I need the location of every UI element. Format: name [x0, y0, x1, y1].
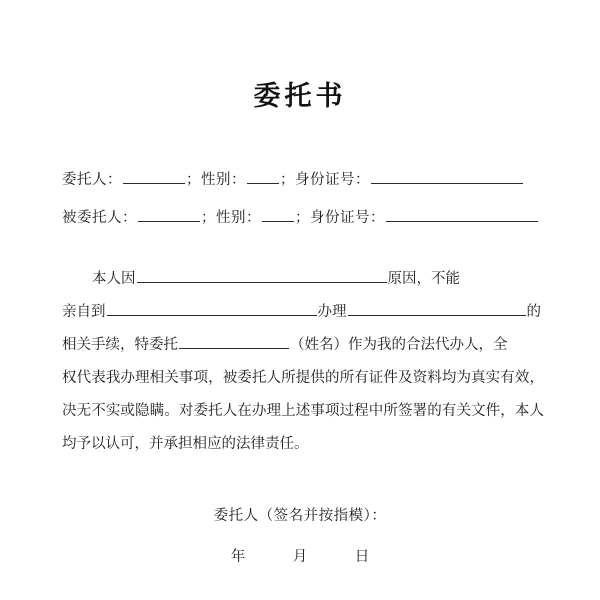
entrusted-sep2: ；: [295, 210, 310, 226]
body-line-2: [62, 296, 544, 329]
date-day-label: 日: [354, 549, 370, 565]
body-seg-2: 原因，不能: [387, 271, 460, 287]
entruster-sep2: ；: [280, 172, 295, 188]
entruster-sex-label: 性别：: [201, 172, 246, 188]
date-year-label: 年: [230, 549, 246, 565]
signature-label: 委托人（签名并按指模）：: [213, 508, 387, 524]
date-month-label: 月: [292, 549, 308, 565]
entruster-id-label: 身份证号：: [295, 172, 370, 188]
body-paragraph: [0, 263, 600, 461]
entruster-id-blank[interactable]: [371, 169, 523, 184]
body-seg-5: 的: [526, 304, 541, 320]
entruster-field-row: [62, 161, 542, 199]
body-seg-6: 相关手续，特委托: [62, 337, 178, 353]
entrusted-id-blank[interactable]: [386, 207, 538, 222]
entruster-sex-blank[interactable]: [247, 169, 279, 184]
date-line: [0, 545, 600, 566]
entrusted-id-label: 身份证号：: [310, 210, 385, 226]
agent-name-blank[interactable]: [179, 334, 289, 349]
body-seg-3: 亲自到: [62, 304, 106, 320]
entrusted-field-row: [62, 199, 542, 237]
entrusted-sex-blank[interactable]: [262, 207, 294, 222]
entrusted-sex-label: 性别：: [216, 210, 261, 226]
body-line-rest: 权代表我办理相关事项，被委托人所提供的所有证件及资料均为真实有效，决无不实或隐瞒。对委托人在办理上述事项过程中所签署的有关文件，本人均予以认可，并承担相应的法律责任。: [62, 370, 544, 452]
reason-blank[interactable]: [137, 268, 387, 283]
matter-blank[interactable]: [348, 301, 526, 316]
entruster-sep1: ；: [186, 172, 201, 188]
entrusted-name-label: 被委托人：: [62, 210, 137, 226]
place-blank[interactable]: [107, 301, 317, 316]
party-fields: [0, 161, 600, 237]
body-line-3: [62, 329, 544, 362]
entruster-name-label: 委托人：: [62, 172, 122, 188]
entruster-name-blank[interactable]: [123, 169, 185, 184]
body-seg-7: （姓名）作为我的合法代办人，全: [290, 337, 508, 353]
signature-block: [0, 504, 600, 566]
page-title: 委托书: [253, 81, 347, 112]
body-seg-1: 本人因: [92, 271, 136, 287]
body-seg-4: 办理: [317, 304, 347, 320]
entrusted-name-blank[interactable]: [138, 207, 200, 222]
entrusted-sep1: ；: [201, 210, 216, 226]
body-line-1: [62, 263, 544, 296]
